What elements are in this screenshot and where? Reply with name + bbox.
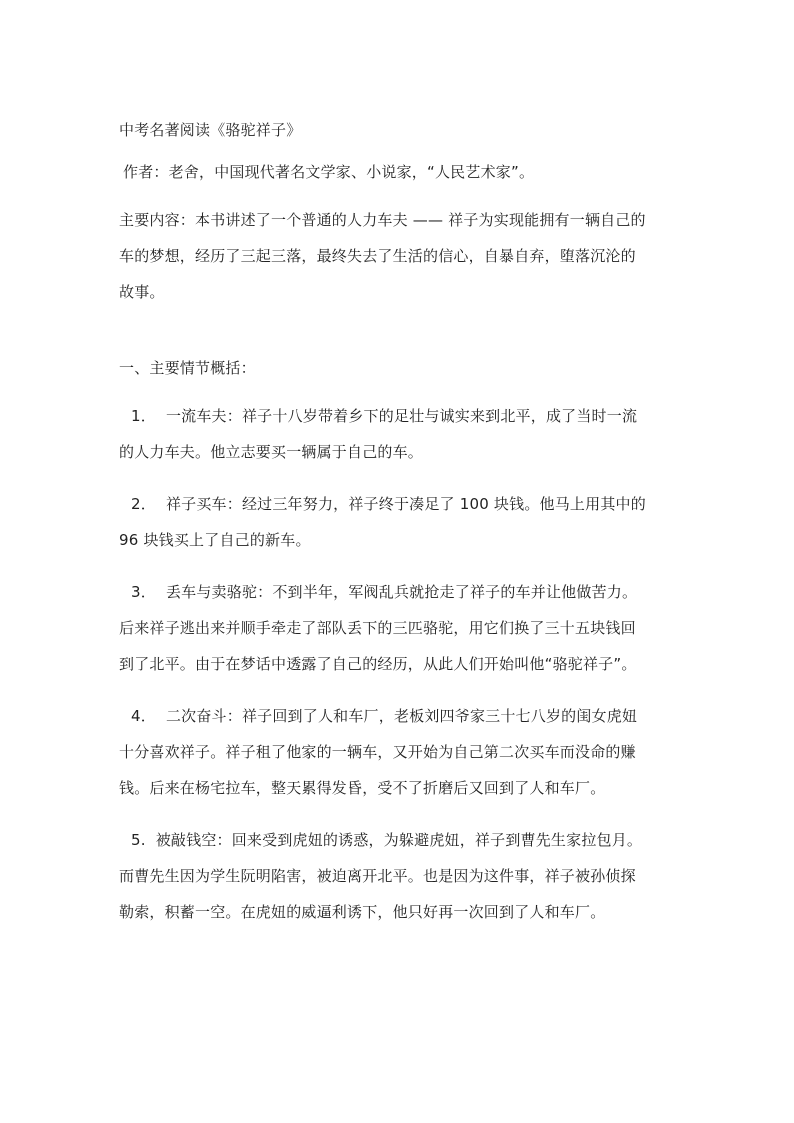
plot-item-first-line — [119, 398, 675, 434]
plot-item-line: 的人力车夫。他立志要买一辆属于自己的车。 — [119, 443, 424, 461]
plot-item-number: 5. — [131, 831, 146, 849]
plot-item-line: 后来祥子逃出来并顺手牵走了部队丢下的三匹骆驼，用它们换了三十五块钱回 — [119, 619, 636, 637]
plot-item-text: 丢车与卖骆驼：不到半年，军阀乱兵就抢走了祥子的车并让他做苦力。 — [165, 583, 638, 601]
plot-item-5 — [119, 822, 675, 930]
plot-item-line: 十分喜欢祥子。祥子租了他家的一辆车，又开始为自己第二次买车而没命的赚 — [119, 743, 636, 761]
plot-item-number: 4． — [131, 707, 156, 725]
plot-item-line: 96 块钱买上了自己的新车。 — [119, 531, 311, 549]
plot-item-first-line — [119, 486, 675, 522]
plot-item-first-line — [119, 822, 675, 858]
plot-item-text: 二次奋斗：祥子回到了人和车厂，老板刘四爷家三十七八岁的闺女虎妞 — [165, 707, 638, 725]
summary-line: 车的梦想，经历了三起三落，最终失去了生活的信心，自暴自弃，堕落沉沦的 — [119, 247, 636, 265]
document-body — [119, 116, 675, 946]
summary-line: 故事。 — [119, 283, 165, 301]
plot-item-number: 2． — [131, 495, 156, 513]
plot-item-first-line — [119, 574, 675, 610]
plot-item-line: 钱。后来在杨宅拉车，整天累得发昏，受不了折磨后又回到了人和车厂。 — [119, 779, 606, 797]
plot-item-4 — [119, 698, 675, 806]
plot-item-line: 勒索，积蓄一空。在虎妞的威逼利诱下，他只好再一次回到了人和车厂。 — [119, 903, 606, 921]
plot-item-text: 一流车夫：祥子十八岁带着乡下的足壮与诚实来到北平，成了当时一流 — [165, 407, 638, 425]
document-title: 中考名著阅读《骆驼祥子》 — [119, 121, 302, 139]
plot-item-number: 3． — [131, 583, 156, 601]
plot-item-text: 祥子买车：经过三年努力，祥子终于凑足了 100 块钱。他马上用其中的 — [165, 495, 646, 513]
plot-item-first-line — [119, 698, 675, 734]
plot-item-3 — [119, 574, 675, 682]
plot-item-1 — [119, 398, 675, 470]
plot-item-2 — [119, 486, 675, 558]
summary-line: 主要内容：本书讲述了一个普通的人力车夫 —— 祥子为实现能拥有一辆自己的 — [119, 211, 646, 229]
author-line: 作者：老舍，中国现代著名文学家、小说家，“人民艺术家”。 — [123, 163, 535, 181]
summary-paragraph — [119, 202, 675, 310]
plot-item-line: 到了北平。由于在梦话中透露了自己的经历，从此人们开始叫他“骆驼祥子”。 — [119, 655, 637, 673]
plot-item-line: 而曹先生因为学生阮明陷害，被迫离开北平。也是因为这件事，祥子被孙侦探 — [119, 867, 636, 885]
section-heading: 一、主要情节概括： — [119, 359, 256, 377]
plot-item-number: 1． — [131, 407, 156, 425]
plot-item-text: 被敲钱空：回来受到虎妞的诱惑，为躲避虎妞，祥子到曹先生家拉包月。 — [155, 831, 643, 849]
